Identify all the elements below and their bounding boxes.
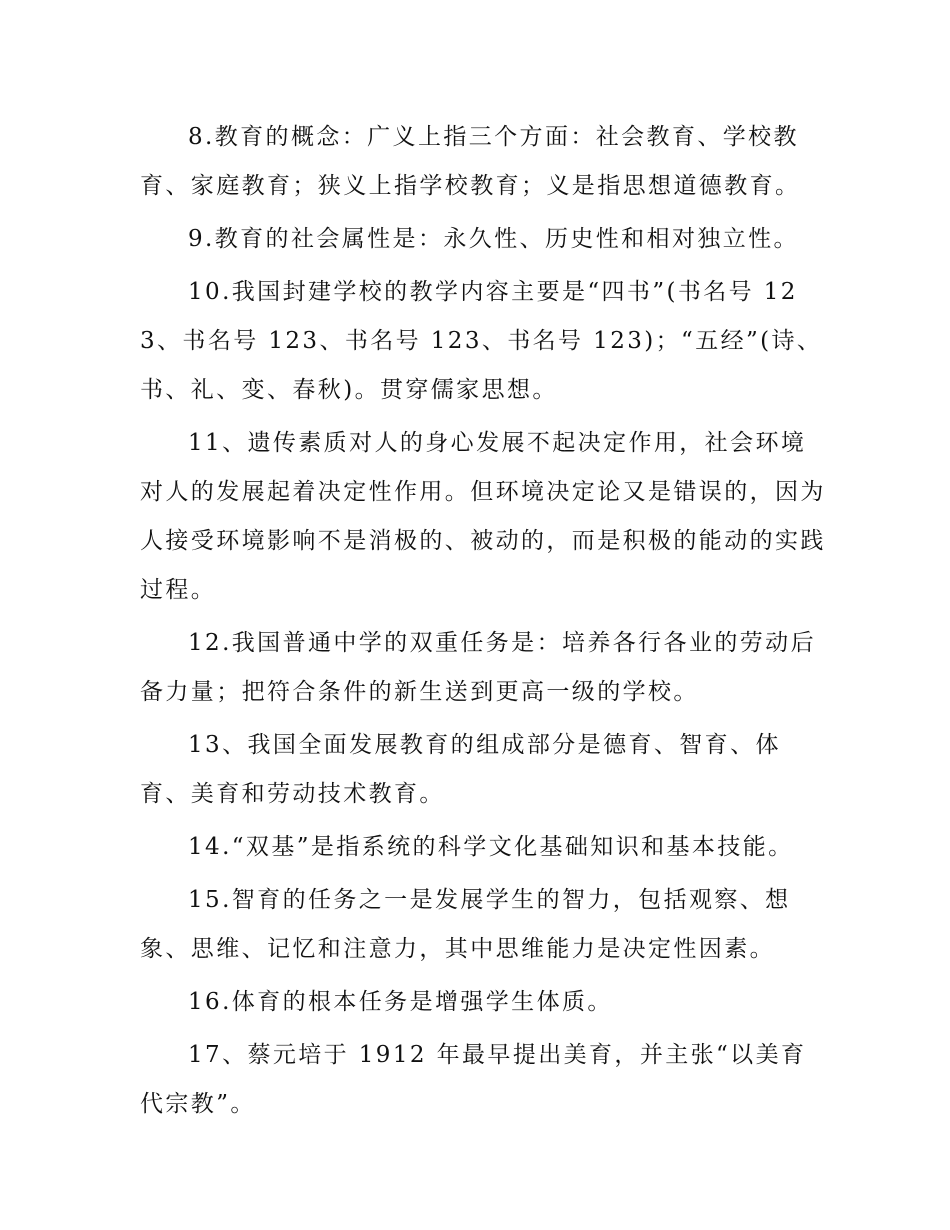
paragraph-15: 15.智育的任务之一是发展学生的智力，包括观察、想象、思维、记忆和注意力，其中思维能力是决定性因素。 <box>140 887 791 962</box>
paragraph-17: 17、蔡元培于 1912 年最早提出美育，并主张“以美育代宗教”。 <box>140 1042 807 1117</box>
document-page <box>140 113 830 1133</box>
paragraph-10: 10.我国封建学校的教学内容主要是“四书”(书名号 123、书名号 123、书名号 123、书名号 123)；“五经”(诗、书、礼、变、春秋)。贯穿儒家思想。 <box>140 279 823 403</box>
paragraph-9: 9.教育的社会属性是：永久性、历史性和相对独立性。 <box>188 226 799 252</box>
paragraph-8: 8.教育的概念：广义上指三个方面：社会教育、学校教育、家庭教育；狭义上指学校教育；义是指思想道德教育。 <box>140 124 801 199</box>
paragraph-14: 14.“双基”是指系统的科学文化基础知识和基本技能。 <box>188 834 794 860</box>
paragraph-12: 12.我国普通中学的双重任务是：培养各行各业的劳动后备力量；把符合条件的新生送到更高一级的学校。 <box>140 630 816 705</box>
paragraph-13: 13、我国全面发展教育的组成部分是德育、智育、体育、美育和劳动技术教育。 <box>140 732 781 807</box>
paragraph-16: 16.体育的根本任务是增强学生体质。 <box>188 989 613 1015</box>
paragraph-11: 11、遗传素质对人的身心发展不起决定作用，社会环境对人的发展起着决定性作用。但环境决定论又是错误的，因为人接受环境影响不是消极的、被动的，而是积极的能动的实践过程。 <box>140 430 826 603</box>
